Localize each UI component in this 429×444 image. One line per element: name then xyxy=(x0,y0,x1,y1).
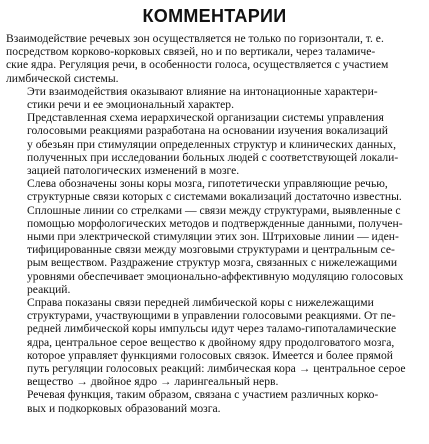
paragraph xyxy=(6,296,423,388)
paragraph-line: путь регуляции голосовых реакций: лимбическая кора → центральное серое xyxy=(27,362,406,376)
paragraph-line: помощью морфологических методов и подтвержденные данными, получен- xyxy=(27,216,403,230)
paragraph-line: у обезьян при стимуляции определенных структур и клинических данных, xyxy=(27,137,396,151)
paragraph-line: рым веществом. Раздражение структур мозга, связанных с нижележащими xyxy=(27,256,398,270)
paragraph-line: структурами, участвующими в управлении голосовыми реакциями. От пе- xyxy=(27,309,396,323)
paragraph-line: структурные связи которых с системами вокализаций достаточно известны. xyxy=(27,190,402,204)
paragraph-line: стики речи и ее эмоциональный характер. xyxy=(27,98,234,112)
paragraph-line: Взаимодействие речевых зон осуществляется не только по горизонтали, т. е. xyxy=(6,32,384,45)
paragraph-line: Эти взаимодействия оказывают влияние на интонационные характери- xyxy=(27,84,378,98)
paragraph-line: редней лимбической коры импульсы идут через таламо-гипоталамические xyxy=(27,322,397,336)
paragraph-line: тифицированные связи между мозговыми структурами и центральным се- xyxy=(27,243,395,257)
paragraph xyxy=(6,388,423,414)
paragraph-line: Представленная схема иерархической организации системы управления xyxy=(27,111,384,125)
paragraph xyxy=(6,85,423,111)
paragraph-line: голосовыми реакциями разработана на основании изучения вокализаций xyxy=(27,124,388,138)
body-text xyxy=(6,32,423,415)
paragraph xyxy=(6,111,423,177)
paragraph-line: Слева обозначены зоны коры мозга, гипотетически управляющие речью, xyxy=(27,177,388,191)
paragraph-line: реакций. xyxy=(27,282,71,296)
paragraph-line: ские ядра. Регуляция речи, в особенности голоса, осуществляется с участием xyxy=(6,58,389,72)
paragraph-line: вещество → двойное ядро → ларингеальный нерв. xyxy=(27,375,279,389)
paragraph-line: которое управляет функциями голосовых связок. Имеется и более прямой xyxy=(27,348,394,362)
paragraph-line: зацией патологических изменений в мозге. xyxy=(27,164,240,178)
paragraph-line: Речевая функция, таким образом, связана с участием различных корко- xyxy=(27,388,379,402)
paragraph-line: полученных при исследовании больных людей с соответствующей локали- xyxy=(27,150,399,164)
paragraph-line: ными при электрической стимуляции этих зон. Штриховые линии — иден- xyxy=(27,230,399,244)
page-title: КОММЕНТАРИИ xyxy=(142,6,287,26)
paragraph xyxy=(6,177,423,296)
paragraph-line: Сплошные линии со стрелками — связи между структурами, выявленные с xyxy=(27,203,401,217)
paragraph-line: посредством корково-корковых связей, но и по вертикали, через таламиче- xyxy=(6,45,376,59)
paragraph-line: вых и подкорковых образований мозга. xyxy=(27,401,221,415)
paragraph-line: лимбической системы. xyxy=(6,71,119,85)
paragraph xyxy=(6,32,423,85)
paragraph-line: Справа показаны связи передней лимбической коры с нижележащими xyxy=(27,296,374,310)
paragraph-line: уровнями обеспечивает эмоционально-аффективную модуляцию голосовых xyxy=(27,269,404,283)
paragraph-line: ядра, центральное серое вещество к двойному ядру продолговатого мозга, xyxy=(27,335,395,349)
